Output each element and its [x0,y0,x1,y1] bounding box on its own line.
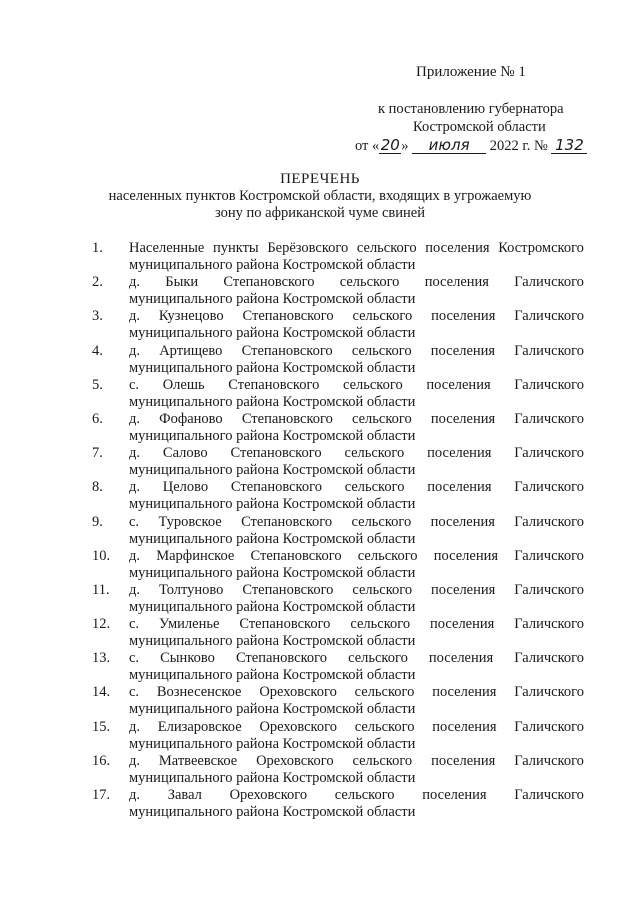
word: Олешь [162,376,205,393]
item-text [129,684,584,718]
word: д. [129,581,141,598]
word: Ореховского [259,684,337,701]
item-text [129,616,584,650]
word: поселения [432,718,497,735]
word: д. [129,479,141,496]
list-item [92,719,584,753]
word: с. [129,376,140,393]
word: Степановского [239,616,331,633]
item-text [129,308,584,342]
word: Ореховского [256,752,334,769]
word: поселения [431,308,496,325]
item-text [129,479,584,513]
word: Степановского [230,479,322,496]
item-line-2: муниципального района Костромской области [129,633,416,650]
item-line-1 [129,684,584,701]
item-number: 3. [92,308,103,325]
item-text [129,753,584,787]
word: Елизаровское [157,718,242,735]
word: Умиленье [159,616,220,633]
word: Степановского [228,376,320,393]
word: д. [129,445,141,462]
item-number: 14. [92,684,111,701]
list-item [92,548,584,582]
handwritten-number: 132 [551,137,587,154]
word: сельского [344,479,405,496]
list-item [92,343,584,377]
word: Целово [162,479,209,496]
word: Галичского [514,513,584,530]
item-line-2: муниципального района Костромской области [129,564,416,581]
word: сельского [357,547,418,564]
word: Степановского [230,445,322,462]
item-text [129,377,584,411]
word: с. [129,650,140,667]
word: сельского [339,274,400,291]
item-line-1 [129,548,584,565]
word: Быки [165,274,199,291]
word: поселения [433,547,499,564]
word: поселения [426,376,491,393]
word: Галичского [514,547,584,564]
list-item [92,616,584,650]
resolution-region: Костромской области [413,119,546,135]
item-line-1 [129,719,584,736]
word: сельского [354,684,415,701]
list-item [92,377,584,411]
word: сельского [351,513,412,530]
word: Степановского [242,308,334,325]
item-number: 4. [92,342,103,359]
word: поселения [430,513,495,530]
word: д. [129,342,141,359]
date-quote-close: » [401,138,409,154]
word: Артищево [159,342,223,359]
item-line-2: муниципального района Костромской области [129,359,416,376]
word: Степановского [235,650,328,667]
list-item [92,514,584,548]
word: Вознесенское [156,684,242,701]
item-line-1 [129,411,584,428]
word: Степановского [241,342,333,359]
word: Степановского [241,513,333,530]
item-line-1 [129,650,584,667]
word: Матвеевское [158,752,238,769]
word: Населенные [129,240,205,256]
item-number: 1. [92,240,103,256]
word: д. [129,718,141,735]
word: поселения [431,752,496,769]
list-item [92,650,584,684]
list-item [92,274,584,308]
item-line-1 [129,343,584,360]
word: поселения [424,274,489,291]
item-number: 6. [92,410,103,427]
word: сельского [354,718,415,735]
settlement-list [92,240,584,821]
word: Толтуново [158,581,224,598]
item-line-1 [129,753,584,770]
word: сельского [352,752,413,769]
word: Ореховского [229,787,308,803]
word: с. [129,616,140,633]
appendix-label: Приложение № 1 [416,64,526,80]
handwritten-month: июля [412,137,486,154]
list-item [92,445,584,479]
word: Галичского [514,274,584,291]
word: Степановского [250,547,342,564]
word: поселения [422,787,487,803]
item-line-2: муниципального района Костромской области [129,735,416,752]
item-number: 17. [92,787,111,803]
word: поселения [425,240,490,256]
item-number: 11. [92,581,110,598]
item-line-2: муниципального района Костромской области [129,769,416,786]
word: с. [129,684,140,701]
word: Галичского [514,650,584,667]
item-line-2: муниципального района Костромской области [129,804,416,820]
item-line-1 [129,377,584,394]
word: Костромского [498,240,584,256]
item-number: 5. [92,376,103,393]
word: Фофаново [159,410,223,427]
word: Завал [167,787,202,803]
word: Галичского [514,718,584,735]
item-number: 7. [92,445,103,462]
word: поселения [430,410,496,427]
word: Галичского [514,445,584,462]
word: Кузнецово [158,308,224,325]
word: Сынково [160,650,215,667]
item-line-1 [129,445,584,462]
item-number: 15. [92,718,111,735]
item-line-2: муниципального района Костромской области [129,427,416,444]
word: сельского [348,650,408,667]
item-line-2: муниципального района Костромской области [129,667,416,684]
item-line-1 [129,308,584,325]
word: сельского [352,410,412,427]
document-subtitle: населенных пунктов Костромской области, входящих в угрожаемую зону по африканской чуме свиней [108,188,532,221]
item-text [129,343,584,377]
word: поселения [427,479,492,496]
word: сельского [350,616,411,633]
word: Ореховского [259,718,337,735]
item-text [129,582,584,616]
date-year: 2022 г. № [489,138,548,154]
word: поселения [432,684,497,701]
word: пункты [212,240,259,256]
word: поселения [427,445,492,462]
item-number: 16. [92,752,111,769]
list-item [92,411,584,445]
word: д. [129,274,141,291]
item-line-2: муниципального района Костромской области [129,598,416,615]
word: Степановского [242,581,334,598]
word: поселения [430,342,496,359]
word: Марфинское [156,547,235,564]
word: сельского [352,308,413,325]
item-text [129,445,584,479]
list-item [92,240,584,274]
word: поселения [430,616,495,633]
word: Галичского [514,752,584,769]
word: Степановского [241,410,333,427]
list-item [92,753,584,787]
word: Галичского [514,616,584,633]
list-item [92,308,584,342]
word: сельского [351,342,412,359]
word: сельского [356,240,417,256]
item-text [129,650,584,684]
item-text [129,548,584,582]
item-line-2: муниципального района Костромской области [129,701,416,718]
item-text [129,719,584,753]
item-line-1 [129,479,584,496]
word: д. [129,308,141,325]
word: д. [129,547,141,564]
word: Галичского [514,684,584,701]
word: Степановского [223,274,315,291]
item-line-2: муниципального района Костромской области [129,462,416,479]
list-item [92,787,584,821]
item-line-1 [129,514,584,531]
word: поселения [428,650,494,667]
item-number: 9. [92,513,103,530]
word: поселения [431,581,496,598]
word: Салово [162,445,208,462]
item-line-2: муниципального района Костромской области [129,257,416,273]
word: д. [129,410,141,427]
word: Галичского [514,342,584,359]
document-title: ПЕРЕЧЕНЬ [280,171,360,187]
handwritten-day: 20 [380,136,400,154]
item-number: 12. [92,616,111,633]
word: д. [129,752,141,769]
word: Галичского [514,787,584,803]
item-text [129,240,584,274]
item-line-2: муниципального района Костромской области [129,496,416,513]
item-line-1 [129,240,584,257]
word: д. [129,787,141,803]
list-item [92,684,584,718]
word: Берёзовского [267,240,349,256]
item-text [129,787,584,821]
item-text [129,411,584,445]
word: сельского [344,445,405,462]
list-item [92,479,584,513]
item-number: 2. [92,274,103,291]
word: Туровское [158,513,222,530]
item-line-2: муниципального района Костромской области [129,325,416,342]
item-number: 10. [92,547,111,564]
item-number: 13. [92,650,111,667]
item-line-1 [129,274,584,291]
resolution-reference: к постановлению губернатора [378,101,564,117]
word: с. [129,513,140,530]
date-prefix: от « [355,138,380,154]
word: Галичского [514,581,584,598]
item-line-2: муниципального района Костромской области [129,393,416,410]
word: сельского [334,787,395,803]
item-line-1 [129,616,584,633]
item-number: 8. [92,479,103,496]
item-line-2: муниципального района Костромской области [129,530,416,547]
word: Галичского [514,308,584,325]
word: Галичского [514,410,584,427]
item-line-1 [129,787,584,804]
item-text [129,514,584,548]
item-text [129,274,584,308]
word: Галичского [514,479,584,496]
item-line-2: муниципального района Костромской области [129,291,416,308]
word: сельского [342,376,403,393]
resolution-date-line [355,137,587,155]
word: Галичского [514,376,584,393]
item-line-1 [129,582,584,599]
word: сельского [352,581,413,598]
list-item [92,582,584,616]
